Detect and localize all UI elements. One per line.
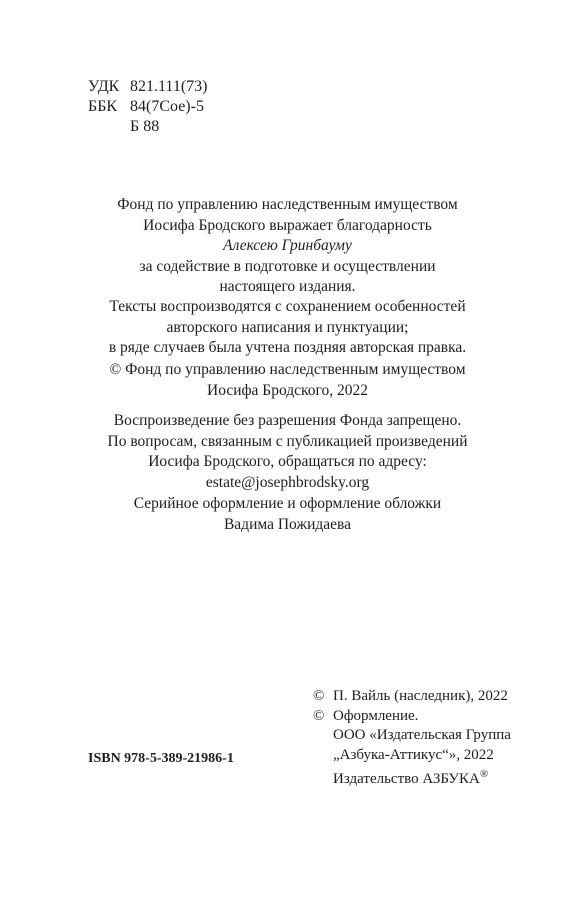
ack-name: Алексею Гринбауму bbox=[223, 237, 352, 254]
rights-notice bbox=[0, 411, 575, 493]
design-line-2: Вадима Пожидаева bbox=[223, 515, 352, 533]
editorial-note bbox=[0, 297, 575, 359]
acknowledgement-block bbox=[0, 195, 575, 298]
rights-line-3: Иосифа Бродского, обращаться по адресу: bbox=[148, 453, 427, 470]
note-line-1: Тексты воспроизводятся с сохранением особенностей bbox=[109, 298, 466, 315]
udk-label: УДК bbox=[88, 78, 120, 95]
isbn: ISBN 978-5-389-21986-1 bbox=[88, 751, 234, 766]
bbk-row bbox=[88, 97, 207, 117]
ack-line-1: Фонд по управлению наследственным имуществом bbox=[117, 196, 458, 213]
ack-line-2: Иосифа Бродского выражает благодарность bbox=[143, 216, 432, 234]
author-mark: Б 88 bbox=[130, 118, 160, 135]
ack-line-5: настоящего издания. bbox=[219, 278, 356, 295]
copyright-design: © Оформление. bbox=[313, 707, 511, 727]
fund-copyright-line-2: Иосифа Бродского, 2022 bbox=[207, 381, 368, 399]
contact-email: estate@josephbrodsky.org bbox=[205, 473, 370, 491]
rights-line-2: По вопросам, связанным с публикацией произведений bbox=[107, 432, 468, 450]
copyright-symbol: © bbox=[313, 688, 325, 704]
design-credit bbox=[0, 494, 575, 535]
classification-codes bbox=[88, 77, 207, 137]
publisher-line-2: „Азбука-Аттикус“», 2022 bbox=[333, 746, 494, 763]
copyright-heirs: © П. Вайль (наследник), 2022 bbox=[313, 687, 511, 707]
rights-line-1: Воспроизведение без разрешения Фонда запрещено. bbox=[113, 412, 462, 429]
publisher-line-3: Издательство АЗБУКА® bbox=[333, 768, 489, 787]
publisher-line-1: ООО «Издательская Группа bbox=[333, 727, 511, 743]
design-line-1: Серийное оформление и оформление обложки bbox=[133, 495, 442, 512]
author-mark-row bbox=[88, 117, 207, 137]
udk-row bbox=[88, 77, 207, 97]
registered-mark: ® bbox=[479, 768, 489, 780]
note-line-2: авторского написания и пунктуации; bbox=[166, 318, 409, 336]
fund-copyright-line-1: © Фонд по управлению наследственным имуществом bbox=[109, 361, 466, 378]
udk-value: 821.111(73) bbox=[130, 78, 208, 95]
fund-copyright bbox=[0, 360, 575, 401]
publisher-copyrights bbox=[313, 687, 511, 790]
note-line-3: в ряде случаев была учтена поздняя авторская правка. bbox=[108, 339, 467, 356]
ack-line-4: за содействие в подготовке и осуществлении bbox=[139, 257, 436, 275]
bbk-value: 84(7Сое)-5 bbox=[130, 98, 204, 115]
copyright-symbol: © bbox=[313, 707, 325, 724]
bbk-label: ББК bbox=[88, 98, 118, 115]
